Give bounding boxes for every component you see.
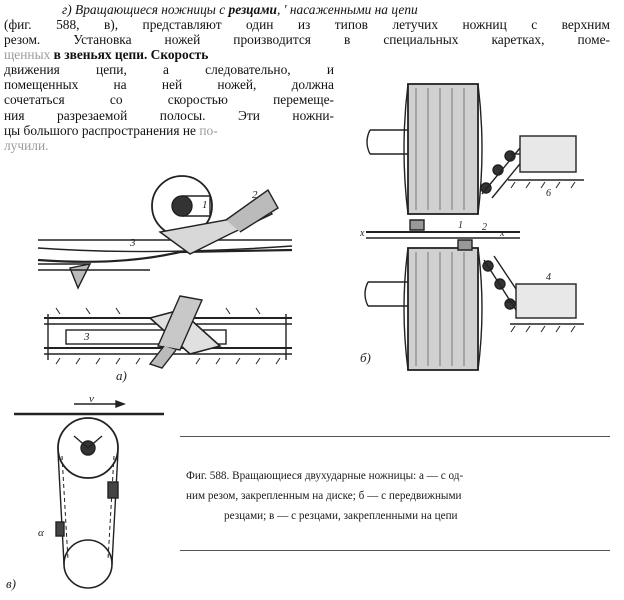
figure-v-drawing <box>4 392 174 598</box>
paragraph-line-8-text: цы большого распространения не <box>4 122 196 138</box>
caption-line-3: резцами; в — с резцами, закрепленными на цепи <box>224 510 458 522</box>
paragraph-line-7: ния разрезаемой полосы. Эти ножни- <box>4 107 334 123</box>
paragraph-line-3-faded: щенных <box>4 47 51 63</box>
figure-b-drawing <box>350 70 610 380</box>
fig-b-label-4: 4 <box>546 272 551 283</box>
paragraph-wide <box>4 17 610 63</box>
fig-b-caption-letter: б) <box>360 350 371 365</box>
paragraph-line-2: резом. Установка ножей производится в специальных каретках, поме- <box>4 32 610 48</box>
paragraph-line-3-rest: в звеньях цепи. Скорость <box>53 47 209 63</box>
fig-b-label-2: 2 <box>482 222 487 233</box>
caption-line-1: Фиг. 588. Вращающиеся двухударные ножницы: а — с од- <box>186 470 464 482</box>
fig-v-caption-letter: в) <box>6 576 16 591</box>
fig-b-label-6: 6 <box>546 188 551 199</box>
fig-a-label-1: 1 <box>202 199 208 211</box>
caption-rule-bottom <box>180 550 610 551</box>
section-heading <box>62 2 418 18</box>
caption-line-2: ним резом, закрепленным на диске; б — с передвижными <box>186 490 462 502</box>
fig-b-label-1: 1 <box>458 220 463 231</box>
paragraph-line-8-faded: по- <box>199 122 218 138</box>
heading-bold-word: резцами <box>228 2 277 17</box>
fig-b-label-x1: x <box>360 228 365 239</box>
figure-caption <box>186 466 610 526</box>
fig-a-label-2: 2 <box>252 189 258 201</box>
paragraph-line-8 <box>4 123 334 138</box>
paragraph-line-1: (фиг. 588, в), представляют один из типов летучих ножниц с верхним <box>4 17 610 32</box>
fig-a-label-3b: 3 <box>84 331 90 343</box>
paragraph-line-6: сочетаться со скоростью перемеще- <box>4 92 334 108</box>
fig-v-label-alpha: α <box>38 527 44 539</box>
paragraph-line-9-faded: лучили. <box>4 137 49 153</box>
paragraph-line-3 <box>4 47 610 62</box>
heading-middle: ножницы с <box>161 2 226 17</box>
fig-v-label-v: v <box>89 393 94 405</box>
fig-a-caption-letter: а) <box>116 368 127 383</box>
figure-a-drawing <box>30 168 320 388</box>
fig-a-label-3: 3 <box>130 237 136 249</box>
paragraph-line-4: движения цепи, а следовательно, и <box>4 62 334 77</box>
heading-prefix: г) Вращающиеся <box>62 2 158 17</box>
paragraph-line-5: помещенных на ней ножей, должна <box>4 77 334 93</box>
paragraph-line-9 <box>4 138 334 153</box>
paragraph-narrow <box>4 62 334 153</box>
fig-b-label-x2: x <box>500 228 505 239</box>
caption-rule-top <box>180 436 610 437</box>
heading-rest: , ' насаженными на цепи <box>276 2 418 17</box>
